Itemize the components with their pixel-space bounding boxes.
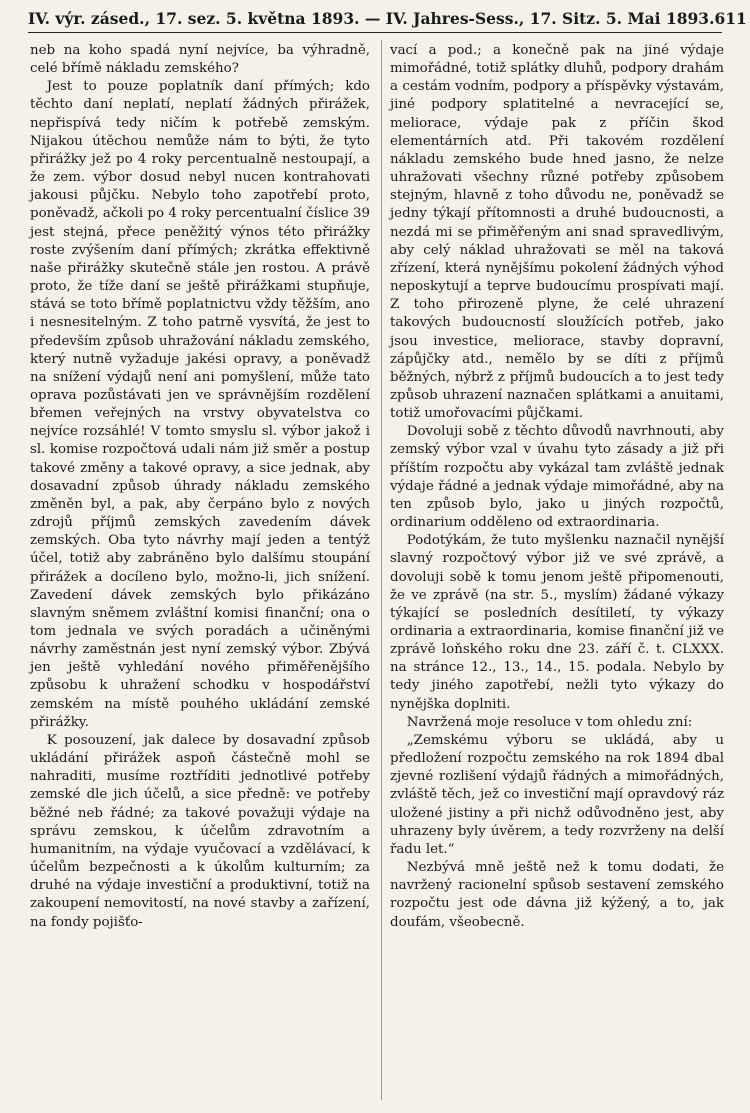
paragraph: Dovoluji sobě z těchto důvodů navrhnouti, aby zemský výbor vzal v úvahu tyto zásady a již při příštím rozpočtu aby vykázal tam zvláště jednak výdaje řádné a jednak výdaje mimořádné, aby na ten způsob bylo, jako u jiných rozpočtů, ordinarium odděleno od extraordinaria. [390, 424, 724, 531]
header-rule [28, 32, 722, 33]
page-number: 611 [714, 8, 747, 28]
paragraph: Jest to pouze poplatník daní přímých; kdo těchto daní neplatí, neplatí žádných přirážek, nepřispívá tedy ničím k potřebě zemským. Nijakou útěchou nemůže nám to býti, že tyto přirážky jež po 4 roky percentualně nestoupají, a že zem. výbor dosud nebyl nucen kontrahovati jakousi půjčku. Nebylo toho zapotřebí proto, poněvadž, ačkoli po 4 roky percentualní číslice 39 jest stejná, přece peněžitý výnos této přirážky roste zvýšením daní přímých; zkrátka effektivně naše přirážky skutečně stále jen rostou. A právě proto, že tíže daní se ještě přirážkami stupňuje, stává se toto břímě poplatnictvu vždy těžším, ano i nesnesitelným. Z toho patrně vysvítá, že jest to především způsob uhražování nákladu zemského, který nutně vyžaduje jakési opravy, a poněvadž na snížení výdajů není ani pomyšlení, může tato oprava pozůstávati jen ve správnějším rozdělení břemen veřejných na vrstvy obyvatelstva co nejvíce rozsáhlé! V tomto smyslu sl. výbor jakož i sl. komise rozpočtová udali nám již směr a postup takové změny a takové opravy, a sice jednak, aby dosavadní způsob úhrady nákladu zemského změněn byl, a pak, aby čerpáno bylo z nových zdrojů příjmů zemských zavedením dávek zemských. Oba tyto návrhy mají jeden a tentýž účel, totiž aby zabráněno bylo dalšímu stoupání přirážek a docíleno bylo, možno-li, jich snížení. Zavedení dávek zemských bylo přikázáno slavným sněmem zvláštní komisi finanční; ona o tom jednala ve svých poradách a učiněnými návrhy zaměstnán jest nyní zemský výbor. Zbývá jen ještě vyhledání nového přiměřenějšího způsobu k uhražení schodku v hospodářství zemském na místě pouhého ukládání zemské přirážky. [30, 79, 370, 730]
paragraph: neb na koho spadá nyní nejvíce, ba výhradně, celé břímě nákladu zemského? [30, 43, 370, 77]
paragraph: vací a pod.; a konečně pak na jiné výdaje mimořádné, totiž splátky dluhů, podpory drahám a cestám vodním, podpory a příspěvky výstavám, jiné podpory splatitelné a nevracející se, meliorace, výdaje pak z příčin škod elementárních atd. Při takovém rozdělení nákladu zemského bude hned jasno, že nelze uhražovati všechny různé potřeby způsobem stejným, hlavně z toho důvodu ne, poněvadž se jedny týkají přítomnosti a druhé budoucnosti, a nezdá mi se přiměřeným ani snad spravedlivým, aby celý náklad uhražovati se měl na taková zřízení, která nynějšímu pokolení žádných výhod neposkytují a teprve budoucímu prospívati mají. Z toho přirozeně plyne, že celé uhrazení takových budoucností sloužících potřeb, jako jsou investice, meliorace, stavby dopravní, zápůjčky atd., nemělo by se díti z příjmů běžných, nýbrž z příjmů budoucích a to jest tedy způsob uhrazení naznačen splátkami a anuitami, totiž umořovacími půjčkami. [390, 43, 724, 422]
left-column [30, 42, 370, 932]
right-column [390, 42, 724, 932]
paragraph: „Zemskému výboru se ukládá, aby u předložení rozpočtu zemského na rok 1894 dbal zjevné rozlišení výdajů řádných a mimořádných, zvláště těch, jež co investiční mají opravdový ráz uložené jistiny a při nichž odůvodněno jest, aby uhrazeny byly úvěrem, a tedy rozvrženy na delší řadu let.“ [390, 732, 724, 857]
paragraph: Podotýkám, že tuto myšlenku naznačil nynější slavný rozpočtový výbor již ve své zprávě, a dovoluji sobě k tomu jenom ještě připomenouti, že ve zprávě (na str. 5., myslím) žádané výkazy týkající se posledních desítiletí, ty výkazy ordinaria a extraordinaria, komise finanční již ve zprávě loňského roku dne 23. září č. t. CLXXX. na stránce 12., 13., 14., 15. podala. Nebylo by tedy jiného zapotřebí, nežli tyto výkazy do nynějška doplniti. [390, 533, 724, 712]
page-header [28, 4, 747, 32]
paragraph: K posouzení, jak dalece by dosavadní způsob ukládání přirážek aspoň částečně mohl se nahraditi, musíme roztříditi jednotlivé potřeby zemské dle jich účelů, a sice předně: ve potřeby běžné neb řádné; za takové považuji výdaje na správu zemskou, k účelům zdravotním a humanitním, na výdaje vyučovací a vzdělávací, k účelům bezpečnosti a k úkolům kulturním; za druhé na výdaje investiční a produktivní, totiž na zakoupení nemovitostí, na nové stavby a zařízení, na fondy pojišťo- [30, 732, 370, 930]
paragraph: Navržená moje resoluce v tom ohledu zní: [406, 714, 693, 730]
column-divider [381, 40, 382, 1100]
running-head: IV. výr. zásed., 17. sez. 5. května 1893. — IV. Jahres-Sess., 17. Sitz. 5. Mai 1893. [28, 8, 715, 28]
paragraph: Nezbývá mně ještě než k tomu dodati, že navržený racionelní spůsob sestavení zemského rozpočtu jest ode dávna již kýžený, a to, jak doufám, všeobecně. [390, 860, 724, 930]
